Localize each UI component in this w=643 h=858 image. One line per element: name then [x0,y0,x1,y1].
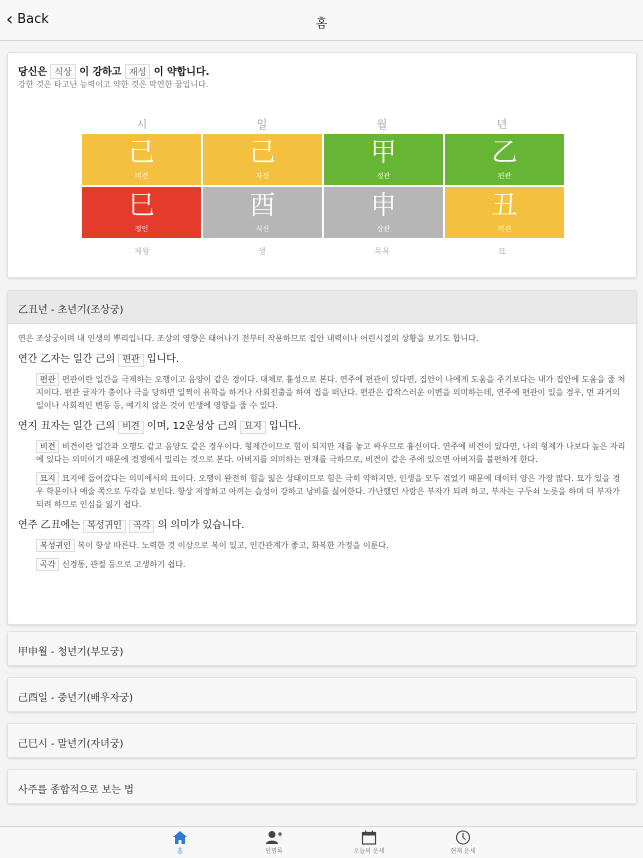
pillar-footer-day: 생 [258,247,266,256]
tab-contacts[interactable]: 인명록 [244,830,304,855]
star-description: 복성귀인 복이 항상 따른다. 노력한 것 이상으로 복이 있고, 인간관계가 좋고, 화복한 가정을 이룬다. [36,539,626,552]
stem-cell[interactable]: 己 비견 [82,134,201,185]
keyword-chip[interactable]: 비견 [118,421,143,434]
summary-headline: 당신은 식상 이 강하고 재성 이 약합니다. [18,63,209,79]
keyword-chip[interactable]: 묘지 [240,421,265,434]
tab-home[interactable]: 홈 [150,830,210,855]
branch-description: 비견 비견이란 일간과 오행도 같고 음양도 같은 경우이다. 형제간이므로 힘이 되지만 재를 놓고 싸우므로 흉신이다. 연주에 비견이 있다면, 나의 형제가 나보다 높은 자리에 있다는 의미이기 때문에 경쟁에서 밀리는 것으로 본다. 아버지를 의미하는 편재를 극하므로, 비견이 같은 주에 있으면 아버지를 불편하게 한다. [36,442,626,464]
branch-cell[interactable]: 酉 식신 [203,187,322,238]
back-label: Back [17,12,49,27]
stem-cell[interactable]: 乙 편관 [445,134,564,185]
navigation-bar [0,0,643,41]
pillar-footer-hour: 제왕 [134,247,150,256]
day-pillar-section[interactable] [7,677,637,712]
keyword-chip[interactable]: 곡각 [129,520,154,533]
stem-cell[interactable]: 己 자신 [203,134,322,185]
weak-element-tag: 재성 [125,64,150,79]
section-title: 사주를 종합적으로 보는 법 [8,770,636,803]
hour-pillar-section[interactable] [7,723,637,758]
stage-description: 묘지 묘지에 들어갔다는 의미에서의 묘이다. 오행이 완전히 힘을 잃은 상태이므로 힘은 극히 약하지만, 인생을 모두 겪었기 때문에 데이터 양은 가장 많다. 묘가 있을 경우 학문이나 예술 쪽으로 두각을 보인다. 항상 저장하고 아끼는 습성이 강하고 낭비를 싫어한다. 가난했던 사람은 부자가 되려 하고, 부자는 구두쇠 노릇을 하며 더 부자가 되려 하므로 인심을 잃기 쉽다. [36,474,621,509]
home-icon [172,830,188,845]
section-intro: 연은 조상궁이며 내 인생의 뿌리입니다. 조상의 영향은 태어나기 전부터 작용하므로 집안 내력이나 어린시절의 상황을 보기도 합니다. [18,334,479,343]
stem-heading: 연간 乙자는 일간 己의 편관 입니다. [18,354,180,365]
stem-description: 편관 편관이란 일간을 극제하는 오행이고 음양이 같은 경이다. 대체로 흉성으로 본다. 연주에 편관이 있다면, 집안이 나에게 도움을 주기보다는 내가 집안에 도움을 줄 처지이다. 편관 글자가 충이나 극을 당하면 일찍이 유학을 하거나 사회진출을 하여 집을 떠난다. 편관은 갑작스러운 이변을 의미하는데, 연주에 편관이 있을 경우, 먼 과거의 일이나 사회적인 변동 등, 예기치 않은 것이 인생에 영향을 줄 수 있다. [36,375,626,410]
branch-cell[interactable]: 申 상관 [324,187,443,238]
four-pillars-grid [82,116,563,257]
section-title: 甲申월 - 청년기(부모궁) [8,632,636,665]
overview-section[interactable] [7,769,637,804]
strong-element-tag: 식상 [50,64,75,79]
add-person-icon [265,830,283,845]
pillar-header-day: 일 [256,118,268,131]
clock-icon [455,830,471,845]
section-title: 己酉일 - 중년기(배우자궁) [8,678,636,711]
tab-bar [0,826,643,858]
pillar-footers [82,246,563,257]
year-pillar-header[interactable]: 乙丑년 - 초년기(조상궁) [8,291,636,324]
tab-today-fortune[interactable]: 오늘의 운세 [339,830,399,855]
keyword-chip: 복성귀인 [36,539,75,552]
star-description: 곡각 신경통, 관절 등으로 고생하기 쉽다. [36,558,626,571]
pillar-cells [82,134,563,238]
chevron-left-icon: ‹ [6,8,14,30]
pillar-footer-month: 목욕 [374,247,390,256]
keyword-chip: 비견 [36,440,59,453]
pillar-headers [82,116,563,134]
summary-subtitle: 강한 것은 타고난 능력이고 약한 것은 막연한 꿈입니다. [18,80,209,89]
branch-cell[interactable]: 巳 정인 [82,187,201,238]
calendar-icon [361,830,377,845]
pillar-header-year: 년 [496,118,508,131]
keyword-chip: 곡각 [36,558,59,571]
keyword-chip[interactable]: 편관 [118,354,143,367]
stem-cell[interactable]: 甲 정관 [324,134,443,185]
keyword-chip: 편관 [36,373,59,386]
branch-heading: 연지 丑자는 일간 己의 비견 이며, 12운성상 己의 묘지 입니다. [18,421,302,432]
pillar-header-hour: 시 [136,118,148,131]
page-title: 홈 [315,16,328,30]
section-title: 己巳시 - 말년기(자녀궁) [8,724,636,757]
pillar-header-month: 월 [376,118,388,131]
keyword-chip: 묘지 [36,472,59,485]
year-pillar-body [8,324,636,585]
year-pillar-section [7,290,637,625]
month-pillar-section[interactable] [7,631,637,666]
star-heading: 연주 乙丑에는 복성귀인 곡각 의 의미가 있습니다. [18,520,245,531]
summary-card [7,52,637,278]
keyword-chip[interactable]: 복성귀인 [83,520,126,533]
pillar-footer-year: 묘 [498,247,506,256]
branch-cell[interactable]: 丑 비견 [445,187,564,238]
tab-current-fortune[interactable]: 현재 운세 [433,830,493,855]
